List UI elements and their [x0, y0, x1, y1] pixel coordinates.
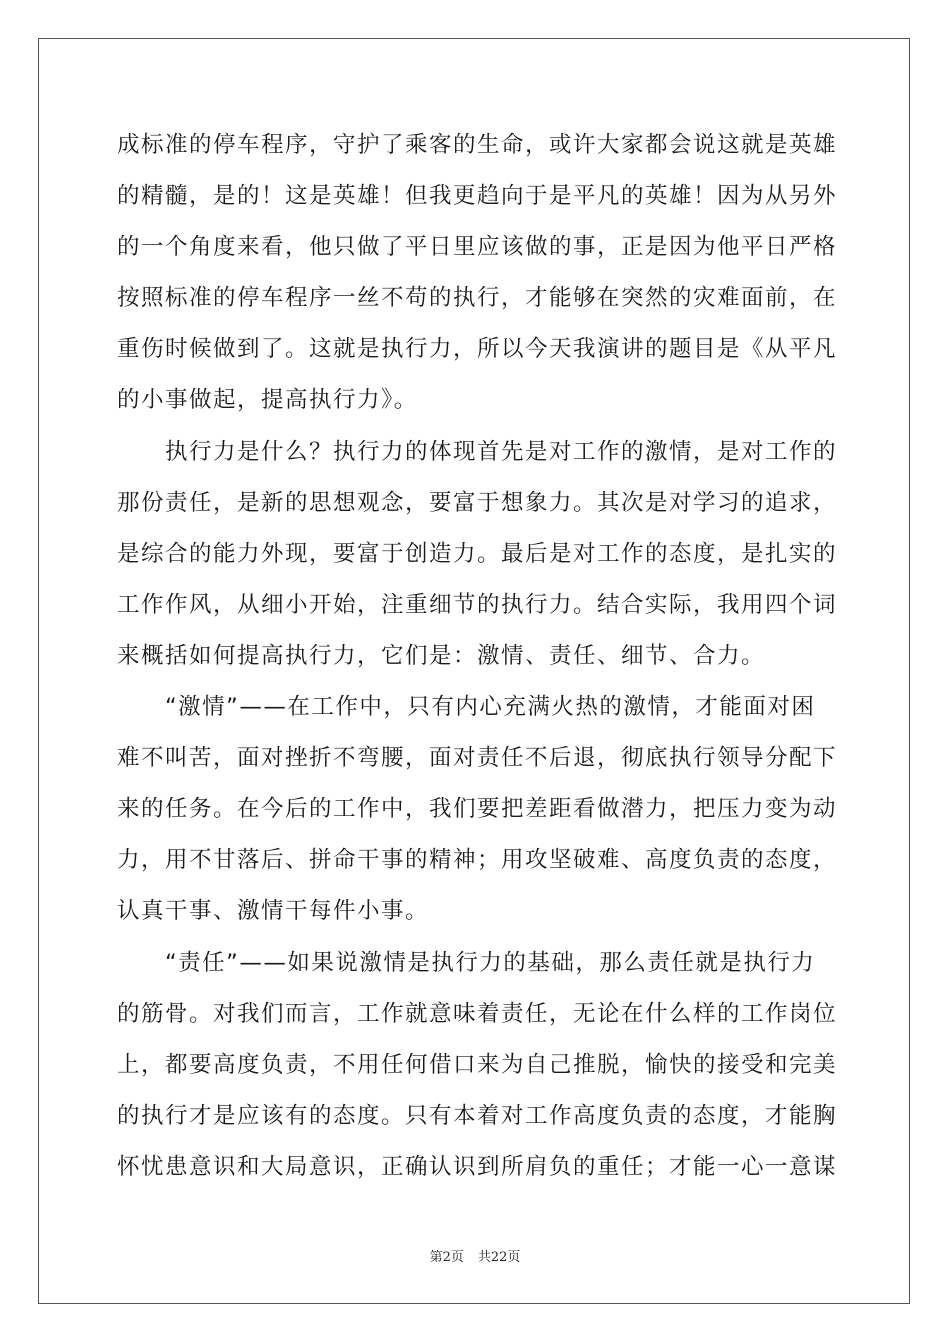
- text-line: 的一个角度来看，他只做了平日里应该做的事，正是因为他平日严格: [117, 234, 838, 261]
- text-line: 力，用不甘落后、拼命干事的精神；用攻坚破难、高度负责的态度，: [117, 847, 838, 874]
- text-line: 成标准的停车程序，守护了乘客的生命，或许大家都会说这就是英雄: [117, 132, 838, 158]
- text-line: 重伤时候做到了。这就是执行力，所以今天我演讲的题目是《从平凡: [117, 336, 838, 363]
- text-line: 执行力是什么？执行力的体现首先是对工作的激情，是对工作的: [117, 438, 838, 465]
- text-line: 的筋骨。对我们而言，工作就意味着责任，无论在什么样的工作岗位: [117, 1000, 838, 1027]
- page-footer: [0, 1246, 950, 1265]
- text-line: “激情”——在工作中，只有内心充满火热的激情，才能面对困: [117, 694, 816, 721]
- document-body: [117, 120, 838, 1193]
- text-line: 的执行才是应该有的态度。只有本着对工作高度负责的态度，才能胸: [117, 1102, 838, 1129]
- text-line: “责任”——如果说激情是执行力的基础，那么责任就是执行力: [117, 949, 816, 976]
- page-total: 共22页: [477, 1250, 521, 1265]
- text-line: 来概括如何提高执行力，它们是：激情、责任、细节、合力。: [117, 642, 766, 669]
- text-line: 怀忧患意识和大局意识，正确认识到所肩负的重任；才能一心一意谋: [117, 1153, 838, 1180]
- text-line: 认真干事、激情干每件小事。: [117, 898, 430, 925]
- text-line: 上，都要高度负责，不用任何借口来为自己推脱，愉快的接受和完美: [117, 1051, 838, 1078]
- text-line: 的精髓，是的！这是英雄！但我更趋向于是平凡的英雄！因为从另外: [117, 183, 838, 210]
- text-line: 工作作风，从细小开始，注重细节的执行力。结合实际，我用四个词: [117, 591, 838, 618]
- text-line: 那份责任，是新的思想观念，要富于想象力。其次是对学习的追求，: [117, 489, 838, 516]
- text-line: 是综合的能力外现，要富于创造力。最后是对工作的态度，是扎实的: [117, 540, 838, 567]
- text-line: 来的任务。在今后的工作中，我们要把差距看做潜力，把压力变为动: [117, 796, 838, 823]
- page-number: 第2页: [429, 1250, 464, 1265]
- text-line: 的小事做起，提高执行力》。: [117, 387, 418, 414]
- text-line: 难不叫苦，面对挫折不弯腰，面对责任不后退，彻底执行领导分配下: [117, 745, 838, 772]
- text-line: 按照标准的停车程序一丝不苟的执行，才能够在突然的灾难面前，在: [117, 285, 838, 312]
